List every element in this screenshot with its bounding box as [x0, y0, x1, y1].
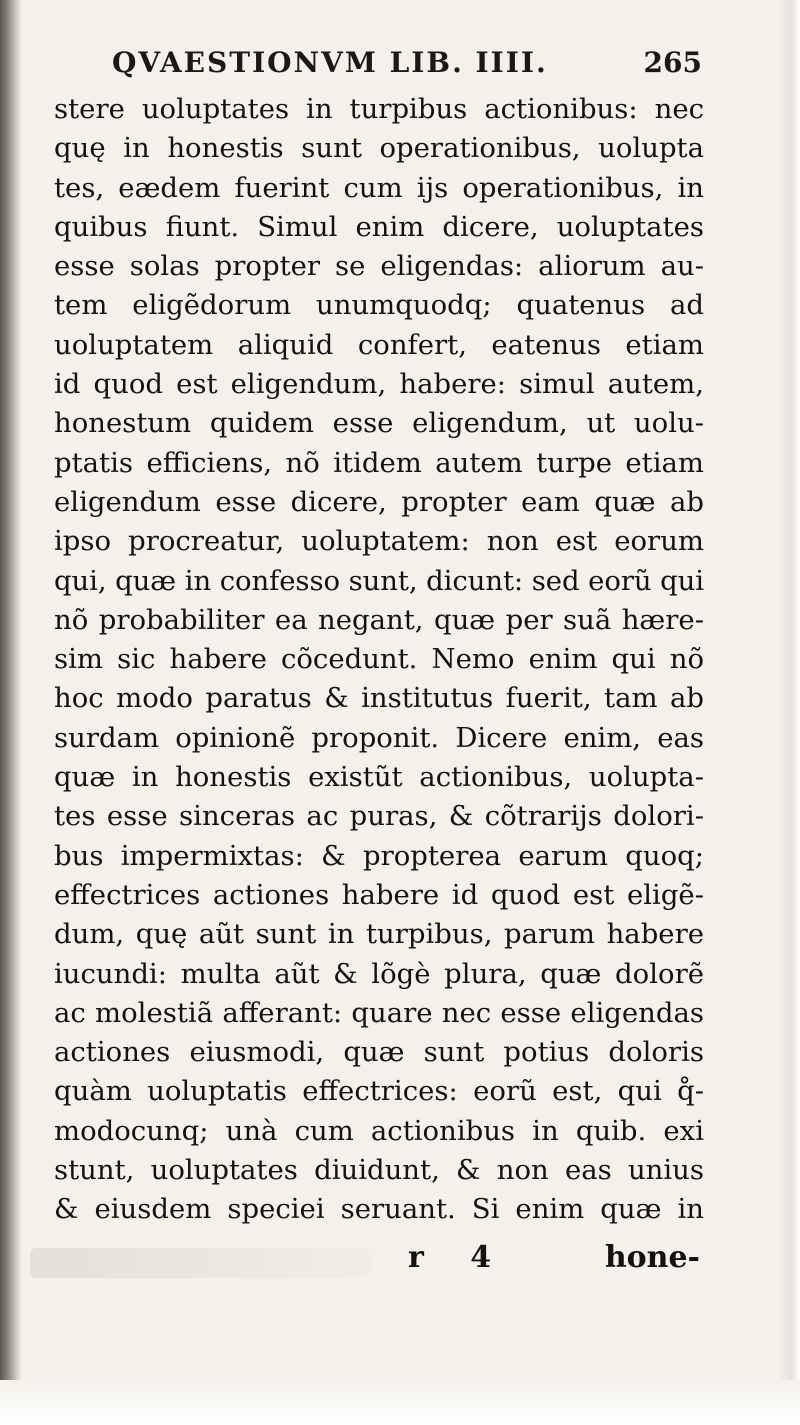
page-number: 265	[643, 46, 702, 79]
text-line: tes esse sinceras ac puras, & cõtrarijs dolori-	[54, 800, 704, 833]
text-line: stunt, uoluptates diuidunt, & non eas unius	[54, 1154, 704, 1187]
text-line: id quod est eligendum, habere: simul autem,	[54, 368, 704, 401]
text-line: sim sic habere cõcedunt. Nemo enim qui nõ	[54, 643, 704, 676]
text-line: nõ probabiliter ea negant, quæ per suã hære-	[54, 603, 704, 636]
body-text	[54, 90, 704, 1230]
text-line: eligendum esse dicere, propter eam quæ ab	[54, 485, 704, 518]
text-line: actiones eiusmodi, quæ sunt potius doloris	[54, 1036, 704, 1069]
page-header	[112, 46, 702, 90]
text-line: ac molestiã afferant: quare nec esse eligendas	[54, 996, 704, 1029]
text-line: iucundi: multa aũt & lõgè plura, quæ dolorẽ	[54, 957, 704, 990]
text-line: dum, quę aũt sunt in turpibus, parum habere	[54, 918, 704, 951]
text-line: ptatis efficiens, nõ itidem autem turpe etiam	[54, 446, 704, 479]
text-line: quę in honestis sunt operationibus, uolupta	[54, 132, 704, 165]
text-line: ipso procreatur, uoluptatem: non est eorum	[54, 525, 704, 558]
text-line: surdam opinionẽ proponit. Dicere enim, eas	[54, 721, 704, 754]
text-line: quæ in honestis existũt actionibus, uolupta-	[54, 761, 704, 794]
text-line: tem eligẽdorum unumquodq; quatenus ad	[54, 289, 704, 322]
text-line: bus impermixtas: & propterea earum quoq;	[54, 839, 704, 872]
text-line: uoluptatem aliquid confert, eatenus etiam	[54, 328, 704, 361]
catchword: hone-	[604, 1240, 700, 1275]
text-line: hoc modo paratus & institutus fuerit, tam ab	[54, 682, 704, 715]
text-line: modocunq; unà cum actionibus in quib. exi	[54, 1114, 704, 1147]
text-line: esse solas propter se eligendas: aliorum au-	[54, 250, 704, 283]
text-line: effectrices actiones habere id quod est eligẽ-	[54, 878, 704, 911]
show-through-smudge	[30, 1248, 370, 1278]
text-line: stere uoluptates in turpibus actionibus: nec	[54, 93, 704, 125]
text-line: quibus fiunt. Simul enim dicere, uoluptates	[54, 210, 704, 243]
page-footer	[400, 1240, 700, 1284]
signature-mark: r 4	[408, 1240, 510, 1275]
text-line: qui, quæ in confesso sunt, dicunt: sed eorũ qui	[54, 564, 705, 597]
page-bottom-edge	[0, 1380, 800, 1425]
binding-gutter-shadow	[0, 0, 22, 1425]
page-right-edge	[778, 0, 800, 1425]
text-line: & eiusdem speciei seruant. Si enim quæ in	[54, 1193, 704, 1226]
running-head: QVAESTIONVM LIB. IIII.	[112, 46, 548, 79]
text-line: tes, eædem fuerint cum ijs operationibus, in	[54, 171, 704, 204]
text-line: honestum quidem esse eligendum, ut uolu-	[54, 407, 704, 440]
text-line: quàm uoluptatis effectrices: eorũ est, qui q̊-	[54, 1075, 704, 1108]
